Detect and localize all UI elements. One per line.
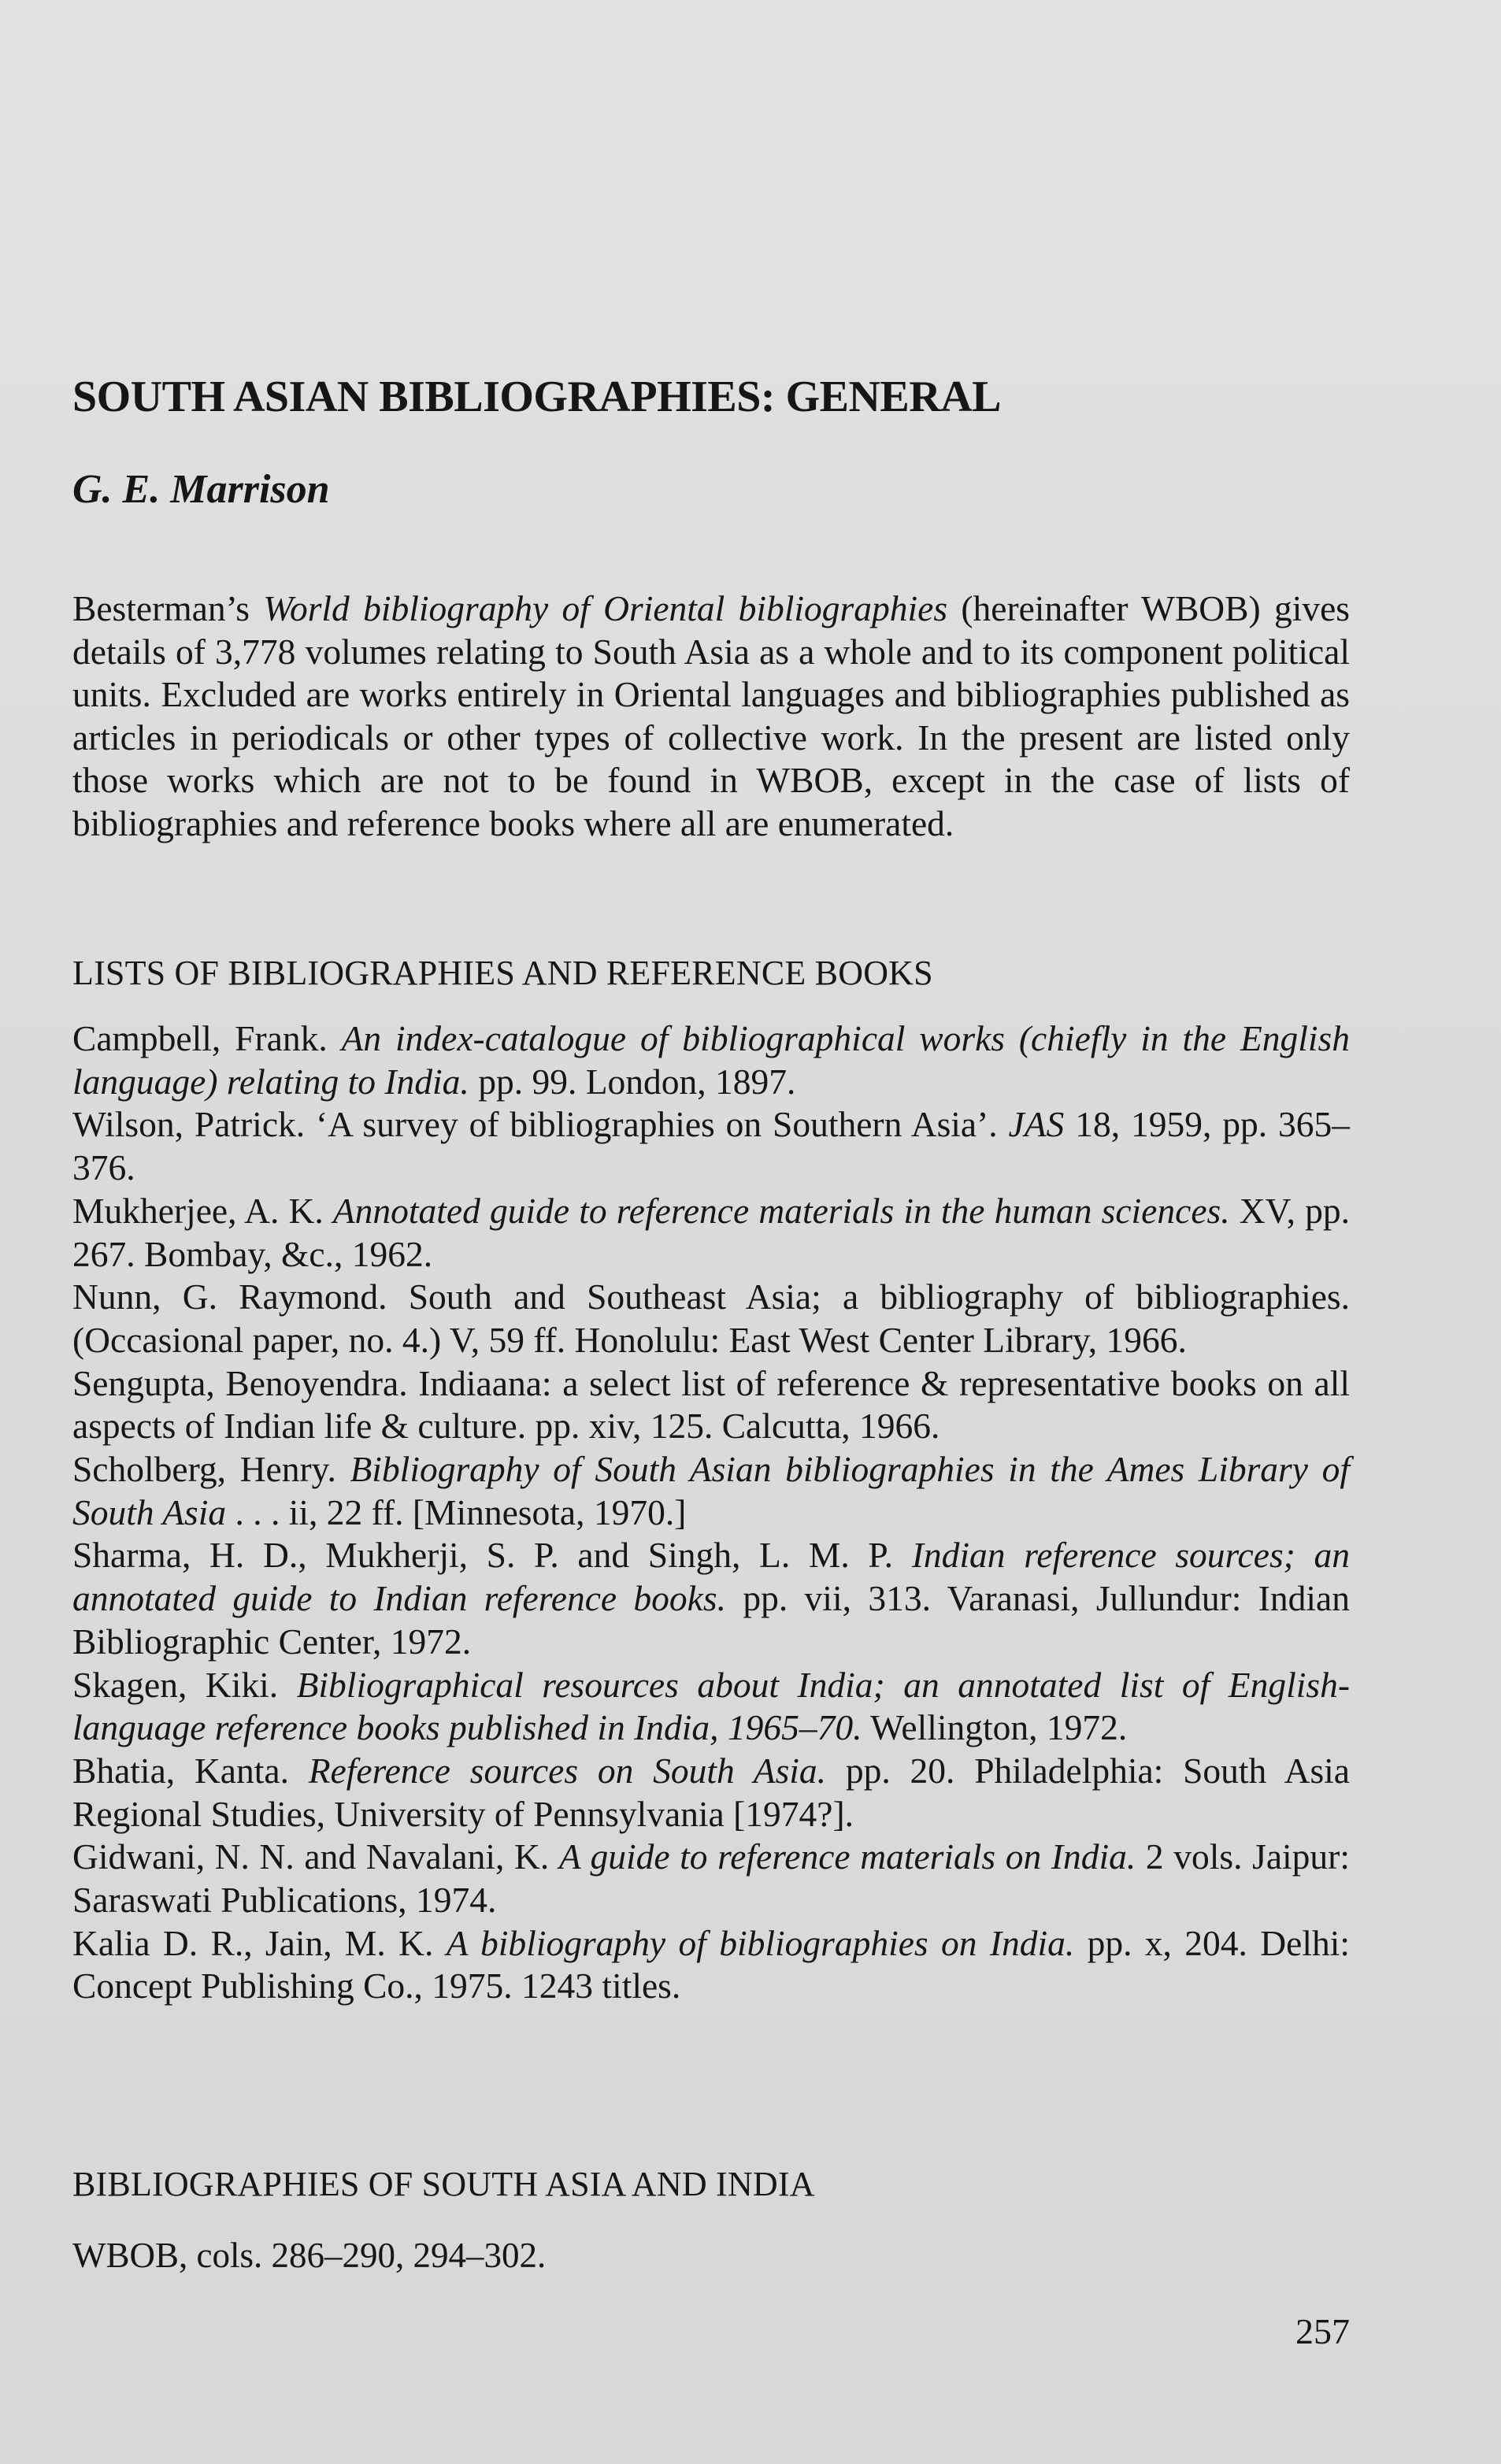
bibliography-entry [72,1017,1350,1103]
entry-title-italic: Indian reference sources; an annotated guide to Indian reference books. [72,1535,1350,1619]
author-name: G. E. Marrison [72,467,330,512]
entry-title-italic: JAS [1008,1104,1065,1145]
entry-title-italic: An index-catalogue of bibliographical works (chiefly in the English language) relating to India. [72,1018,1350,1102]
entry-text: Wilson, Patrick. ‘A survey of bibliographies on Southern Asia’. [72,1104,1009,1145]
entry-text: 2 vols. Jaipur: Saraswati Publications, 1974. [72,1836,1350,1921]
bibliography-entry [72,1922,1350,2008]
intro-title-italic: World bibliography of Oriental bibliographies [263,588,948,628]
entry-text: Scholberg, Henry. [72,1449,350,1490]
bibliography-entry [72,1750,1350,1836]
entry-text: Wellington, 1972. [862,1707,1128,1748]
entry-text: pp. vii, 313. Varanasi, Jullundur: Indian Bibliographic Center, 1972. [72,1578,1350,1662]
entry-title-italic: Annotated guide to reference materials in the human sciences. [332,1190,1230,1231]
bibliography-entry [72,1836,1350,1921]
entry-title-italic: Reference sources on South Asia. [308,1750,827,1791]
entry-title-italic: A guide to reference materials on India. [558,1836,1136,1877]
entry-text: Kalia D. R., Jain, M. K. [72,1922,447,1963]
chapter-heading [72,372,1350,421]
entry-text: pp. x, 204. Delhi: Concept Publishing Co., 1975. 1243 titles. [72,1922,1350,2006]
bibliography-entry [72,1190,1350,1276]
bibliography-entry [72,1276,1350,1362]
entry-text: pp. 99. London, 1897. [469,1061,796,1102]
entry-title-italic: Bibliography of South Asian bibliographies in the Ames Library of South Asia [72,1449,1350,1532]
bibliography-list [72,1017,1350,2008]
intro-text-2: (hereinafter WBOB) gives details of 3,778 volumes relating to South Asia as a whole and to its component political units. Excluded are works entirely in Oriental languages and bibliographies published as articles in periodicals or other types of collective work. In the present are listed only those works which are not to be found in WBOB, except in the case of lists of bibliographies and reference books where all are enumerated. [72,588,1350,843]
section-heading-south-asia-india: BIBLIOGRAPHIES OF SOUTH ASIA AND INDIA [72,2165,815,2203]
entry-text: Skagen, Kiki. [72,1664,297,1705]
entry-text: Sengupta, Benoyendra. Indiaana: a select list of reference & representative books on all aspects of Indian life & culture. pp. xiv, 125. Calcutta, 1966. [72,1362,1350,1447]
entry-text: pp. 20. Philadelphia: South Asia Regional Studies, University of Pennsylvania [1974?]. [72,1750,1350,1834]
entry-text: Campbell, Frank. [72,1018,342,1058]
entry-title-italic: Bibliographical resources about India; an annotated list of English-language reference books published in India, 1965–70. [72,1664,1350,1748]
intro-text-1: Besterman’s [72,588,264,628]
page-number: 257 [1295,2311,1350,2351]
bibliography-entry [72,1448,1350,1534]
entry-text: Nunn, G. Raymond. South and Southeast Asia; a bibliography of bibliographies. (Occasional paper, no. 4.) V, 59 ff. Honolulu: East West Center Library, 1966. [72,1276,1350,1360]
bibliography-entry [72,1534,1350,1663]
entry-text: Gidwani, N. N. and Navalani, K. [72,1836,559,1877]
entry-text: Mukherjee, A. K. [72,1190,333,1231]
entry-text: 18, 1959, pp. 365–376. [72,1104,1351,1188]
section-heading-lists: LISTS OF BIBLIOGRAPHIES AND REFERENCE BOOKS [72,954,933,992]
section-2-heading-block [72,2167,1350,2202]
chapter-title: SOUTH ASIAN BIBLIOGRAPHIES: GENERAL [72,372,1002,421]
section-1-heading-block [72,956,1350,991]
intro-block [72,587,1350,845]
author-block [72,469,1350,510]
entry-title-italic: A bibliography of bibliographies on India. [446,1922,1075,1963]
entry-text: Bhatia, Kanta. [72,1750,309,1791]
intro-paragraph [72,587,1350,845]
bibliography-entry [72,1362,1350,1448]
wbob-reference: WBOB, cols. 286–290, 294–302. [72,2236,547,2275]
entry-text: Sharma, H. D., Mukherji, S. P. and Singh, L. M. P. [72,1535,912,1576]
entry-text: XV, pp. 267. Bombay, &c., 1962. [72,1190,1350,1274]
section-2-body [72,2238,1350,2273]
entry-text: . . . ii, 22 ff. [Minnesota, 1970.] [226,1491,687,1532]
bibliography-entry [72,1103,1350,1189]
bibliography-entry [72,1664,1350,1750]
